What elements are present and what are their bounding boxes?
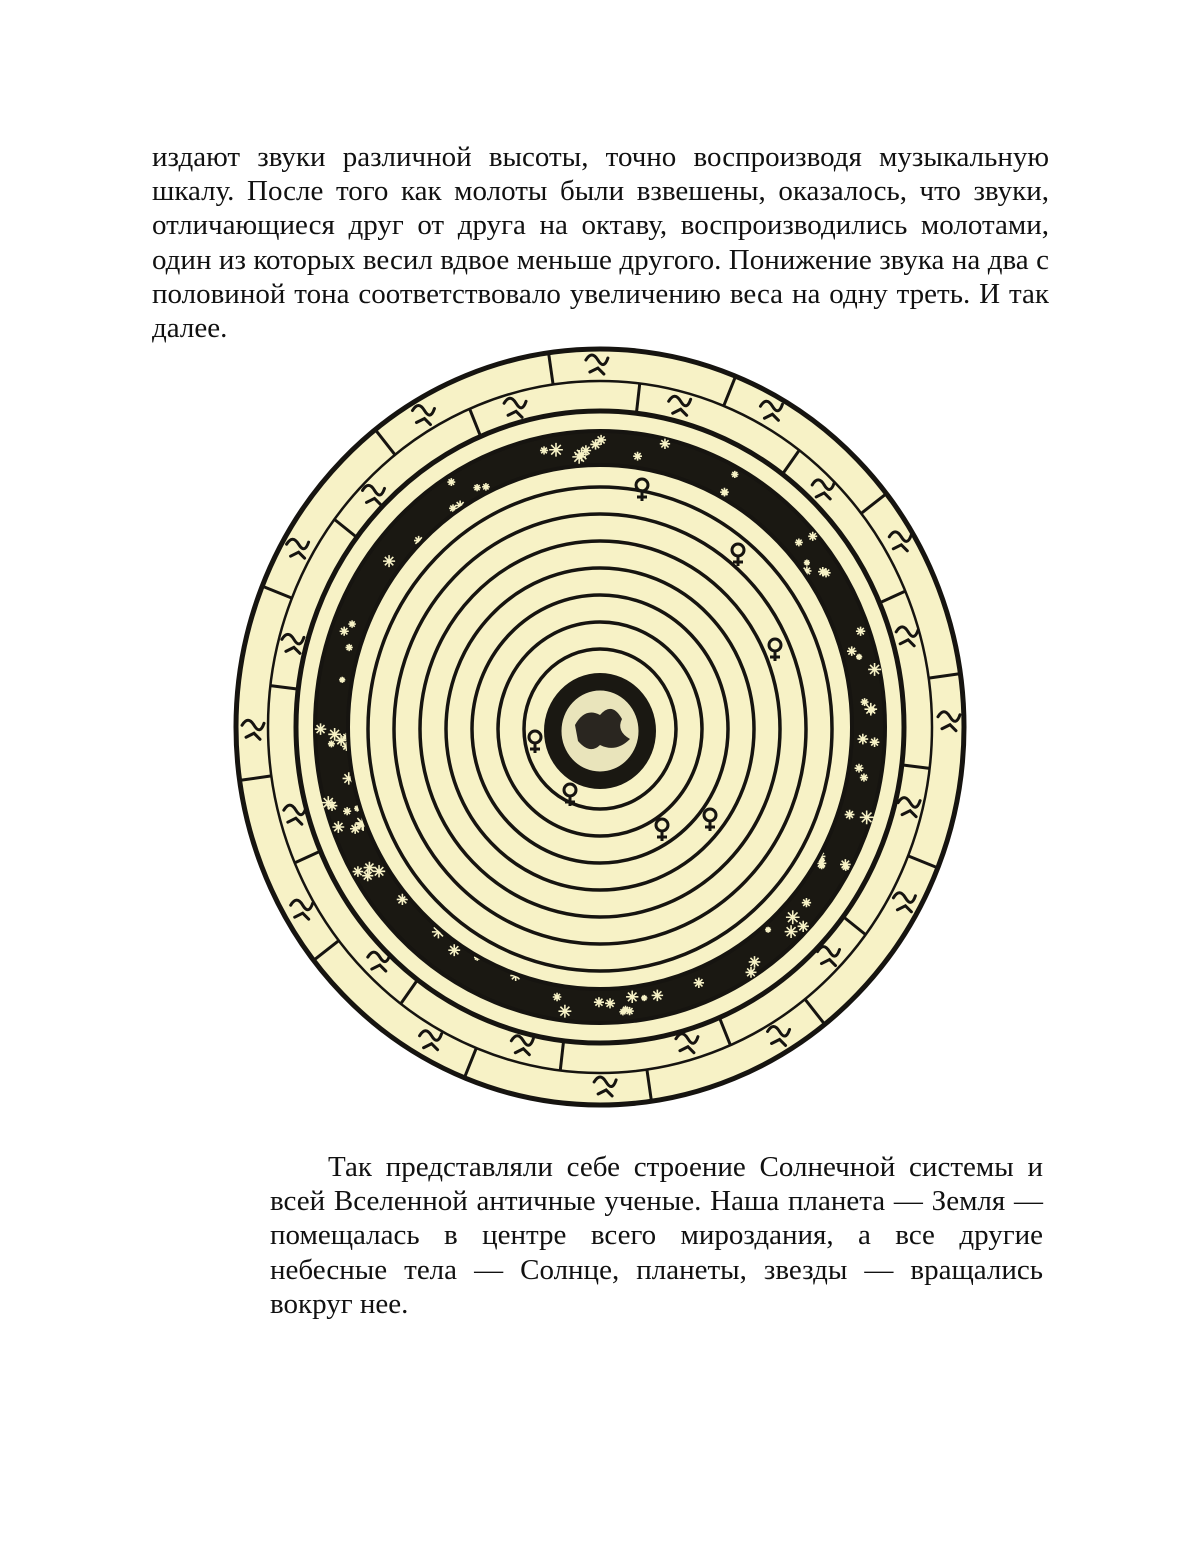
star	[364, 862, 376, 874]
star	[845, 810, 855, 820]
star	[798, 921, 809, 932]
star	[641, 995, 647, 1001]
star	[855, 764, 864, 773]
cosmos-drawing	[230, 345, 970, 1110]
star	[328, 740, 335, 747]
star	[315, 723, 326, 734]
star	[383, 555, 395, 567]
star	[540, 446, 548, 454]
star	[594, 997, 604, 1007]
star	[581, 445, 591, 455]
star	[558, 1005, 571, 1018]
star	[605, 998, 615, 1008]
figure-caption: Так представляли себе строение Солнечной системы и всей Вселенной античные ученые. Наша планета — Земля — помещалась в центре всего мироздания, а все другие небесные тела — Солнце, планеты, звезды — вращались вокруг нее.	[270, 1151, 1043, 1320]
star	[633, 452, 642, 461]
star	[802, 898, 811, 907]
star	[336, 735, 347, 746]
star	[348, 620, 355, 627]
body-paragraph: издают звуки различной высоты, точно воспроизводя музыкальную шкалу. После того как молоты были взвешены, оказалось, что звуки, отличающиеся друг от друга на октаву, воспроизводились молотами, один из которых весил вдвое меньше другого. Понижение звука на два с половиной тона соответствовало увеличению веса на одну треть. И так далее.	[152, 141, 1049, 345]
star	[856, 627, 865, 636]
star	[868, 663, 881, 676]
star	[694, 978, 704, 988]
star	[818, 862, 825, 869]
star	[362, 870, 373, 881]
star	[842, 863, 850, 871]
star	[322, 796, 335, 809]
geocentric-cosmos-illustration	[230, 345, 970, 1110]
star	[868, 706, 875, 713]
star	[626, 991, 638, 1003]
